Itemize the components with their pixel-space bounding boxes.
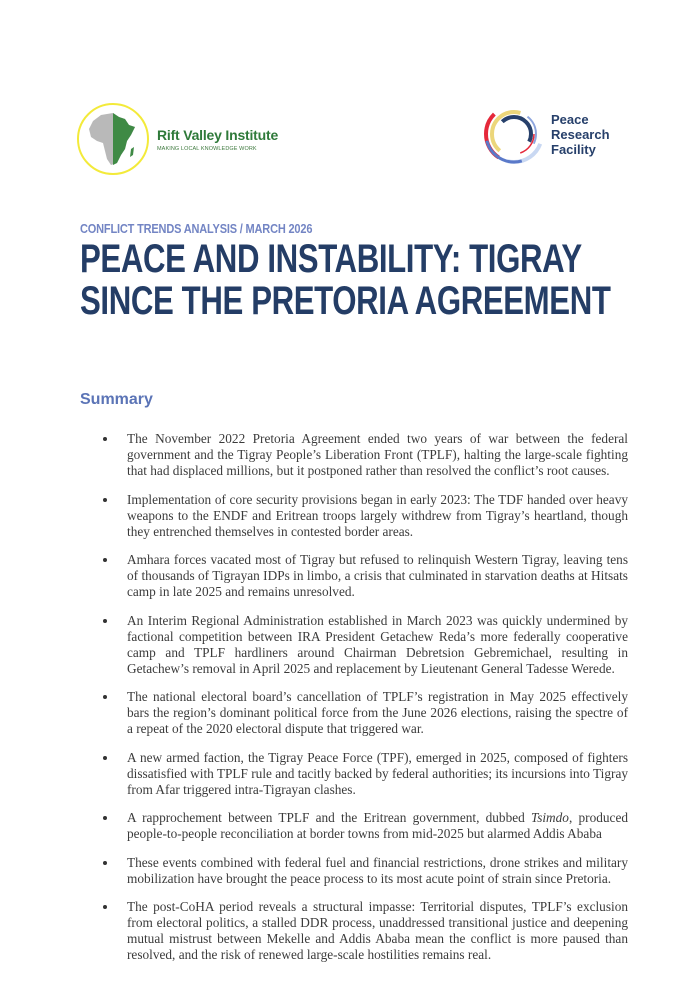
prf-line2: Research	[551, 126, 610, 142]
africa-map-icon	[77, 103, 149, 175]
rvi-name: Rift Valley Institute	[157, 126, 279, 143]
bullet-dot-icon	[103, 619, 107, 623]
bullet-dot-icon	[103, 498, 107, 502]
summary-bullet: Implementation of core security provisions began in early 2023: The TDF handed over heavy weapons to the ENDF and Eritrean troops largely withdrew from Tigray’s heartland, though they entrenched themselves in contested border areas.	[103, 492, 628, 540]
bullet-dot-icon	[103, 861, 107, 865]
bullet-dot-icon	[103, 816, 107, 820]
prf-ring-icon	[483, 103, 545, 165]
rift-valley-institute-logo	[77, 103, 278, 175]
summary-bullet: These events combined with federal fuel and financial restrictions, drone strikes and military mobilization have brought the peace process to its most acute point of strain since Pretoria.	[103, 855, 628, 887]
summary-bullet: The November 2022 Pretoria Agreement ended two years of war between the federal government and the Tigray People’s Liberation Front (TPLF), halting the large-scale fighting that had displaced millions, but it postponed rather than resolved the conflict’s root causes.	[103, 431, 628, 479]
summary-bullet: A rapprochement between TPLF and the Eritrean government, dubbed Tsimdo, produced people-to-people reconciliation at border towns from mid-2025 but alarmed Addis Ababa	[103, 810, 628, 842]
summary-bullet: The national electoral board’s cancellation of TPLF’s registration in May 2025 effectively bars the region’s dominant political force from the June 2026 elections, raising the spectre of a repeat of the 2020 electoral dispute that triggered war.	[103, 689, 628, 737]
bullet-dot-icon	[103, 558, 107, 562]
document-kicker: CONFLICT TRENDS ANALYSIS / MARCH 2026	[80, 222, 313, 236]
summary-bullet: The post-CoHA period reveals a structural impasse: Territorial disputes, TPLF’s exclusion from electoral politics, a stalled DDR process, unaddressed transitional justice and deepening mutual mistrust between Mekelle and Addis Ababa mean the conflict is more paused than resolved, and the risk of renewed large-scale hostilities remains real.	[103, 899, 628, 963]
bullet-dot-icon	[103, 905, 107, 909]
summary-bullet-list	[103, 431, 628, 976]
prf-line1: Peace	[551, 111, 589, 127]
title-line-1: PEACE AND INSTABILITY: TIGRAY	[80, 237, 582, 281]
summary-bullet: An Interim Regional Administration established in March 2023 was quickly undermined by factional competition between IRA President Getachew Reda’s more federally cooperative camp and TPLF hardliners around Chairman Debretsion Gebremichael, resulting in Getachew’s removal in April 2025 and replacement by Lieutenant General Tadesse Werede.	[103, 613, 628, 677]
summary-heading: Summary	[80, 391, 153, 408]
bullet-dot-icon	[103, 437, 107, 441]
summary-bullet: Amhara forces vacated most of Tigray but refused to relinquish Western Tigray, leaving tens of thousands of Tigrayan IDPs in limbo, a crisis that culminated in starvation deaths at Hitsats camp in late 2025 and remains unresolved.	[103, 552, 628, 600]
bullet-dot-icon	[103, 695, 107, 699]
document-title	[80, 238, 611, 322]
title-line-2: SINCE THE PRETORIA AGREEMENT	[80, 279, 611, 323]
prf-line3: Facility	[551, 141, 596, 157]
rvi-tagline: MAKING LOCAL KNOWLEDGE WORK	[157, 145, 257, 152]
summary-bullet: A new armed faction, the Tigray Peace Force (TPF), emerged in 2025, composed of fighters dissatisfied with TPLF rule and tacitly backed by federal authorities; its incursions into Tigray from Afar triggered intra-Tigrayan clashes.	[103, 750, 628, 798]
peace-research-facility-logo	[483, 103, 610, 165]
bullet-dot-icon	[103, 756, 107, 760]
